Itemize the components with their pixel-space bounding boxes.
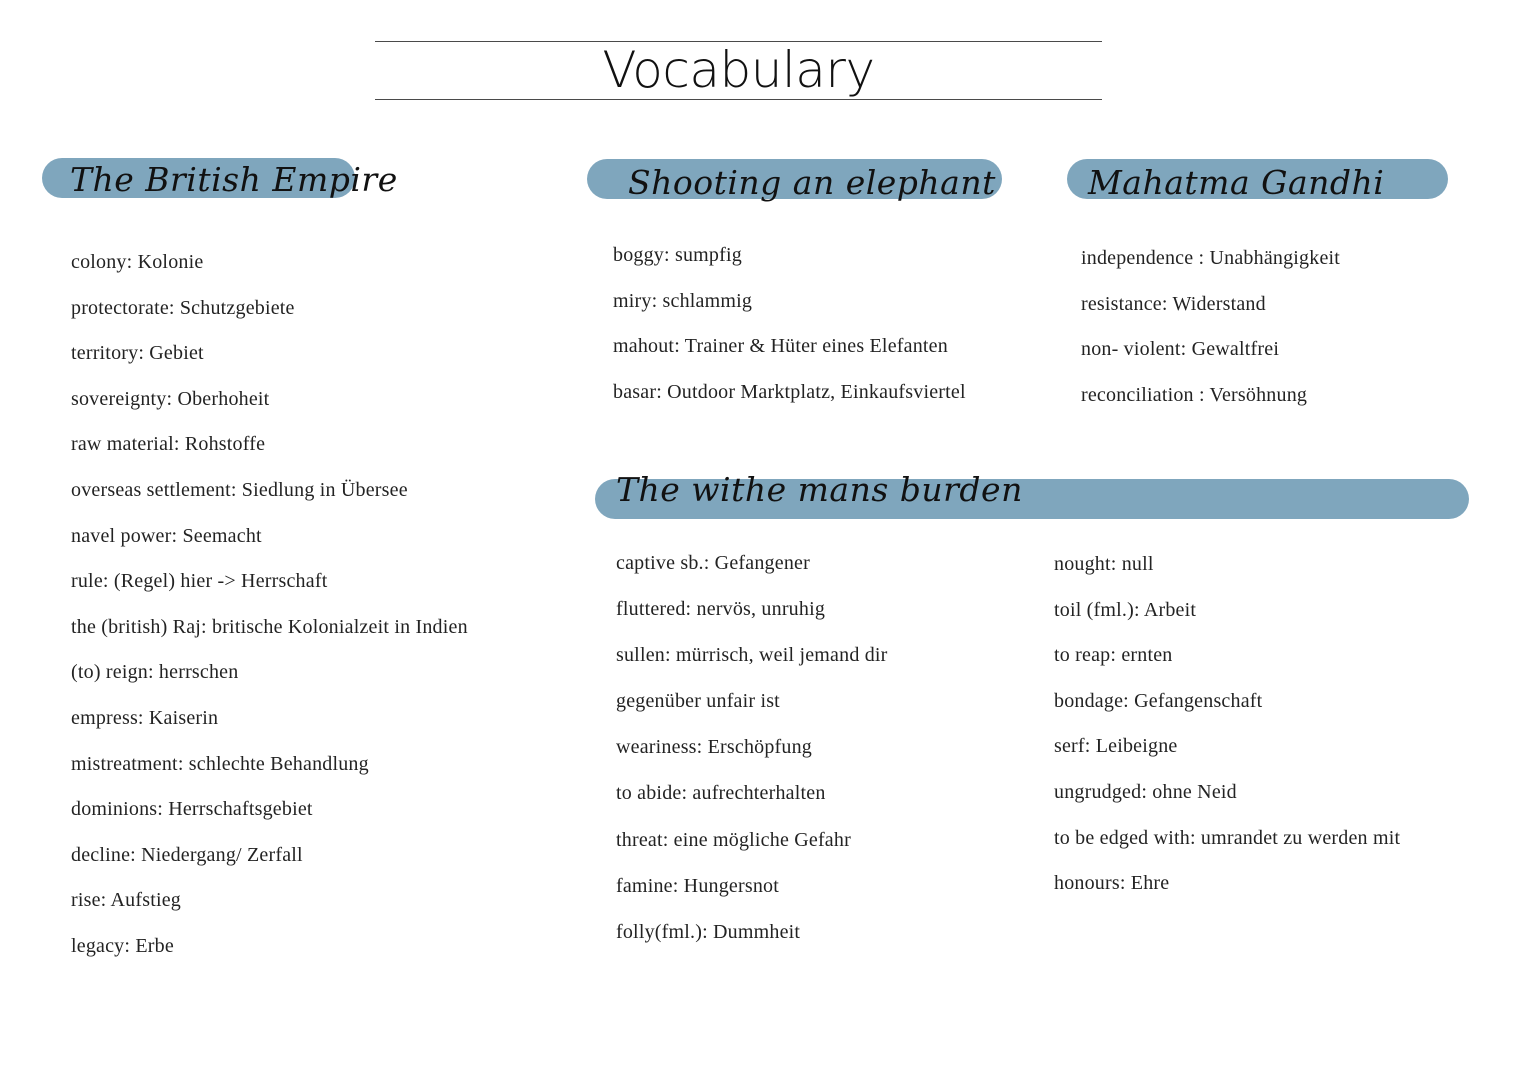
list-item: decline: Niedergang/ Zerfall [71,843,303,866]
list-item: miry: schlammig [613,289,753,312]
shooting-elephant-list [613,233,966,415]
list-item: serf: Leibeigne [1054,735,1178,758]
list-item: fluttered: nervös, unruhig [616,598,826,621]
list-item: rule: (Regel) hier -> Herrschaft [71,570,328,593]
list-item: the (british) Raj: britische Kolonialzeit in Indien [71,615,468,638]
list-item: toil (fml.): Arbeit [1054,598,1197,621]
list-item: resistance: Widerstand [1081,292,1266,315]
list-item: territory: Gebiet [71,342,204,365]
list-item: threat: eine mögliche Gefahr [616,828,851,851]
list-item: honours: Ehre [1054,872,1170,895]
page-title: Vocabulary [602,41,875,99]
list-item: weariness: Erschöpfung [616,736,813,759]
list-item: rise: Aufstieg [71,889,182,912]
list-item: to reap: ernten [1054,644,1173,667]
list-item: nought: null [1054,553,1154,575]
list-item: empress: Kaiserin [71,706,219,729]
list-item: non- violent: Gewaltfrei [1081,338,1280,361]
list-item: mistreatment: schlechte Behandlung [71,752,369,775]
list-item: boggy: sumpfig [613,244,742,266]
list-item: to be edged with: umrandet zu werden mit [1054,826,1401,849]
list-item: basar: Outdoor Marktplatz, Einkaufsviertel [613,380,966,403]
list-item: ungrudged: ohne Neid [1054,780,1237,803]
list-item: protectorate: Schutzgebiete [71,296,295,319]
list-item: to abide: aufrechterhalten [616,782,826,805]
white-mans-burden-list-right [1054,542,1400,907]
list-item: sovereignty: Oberhoheit [71,387,270,410]
list-item: gegenüber unfair ist [616,690,780,713]
list-item: bondage: Gefangenschaft [1054,689,1263,712]
white-mans-burden-list-left [616,540,888,955]
list-item: (to) reign: herrschen [71,661,239,684]
british-empire-list [71,240,468,970]
list-item: reconciliation : Versöhnung [1081,383,1308,406]
list-item: sullen: mürrisch, weil jemand dir [616,644,888,667]
list-item: navel power: Seemacht [71,524,262,547]
list-item: independence : Unabhängigkeit [1081,247,1341,269]
list-item: overseas settlement: Siedlung in Übersee [71,478,408,501]
list-item: dominions: Herrschaftsgebiet [71,798,313,821]
list-item: mahout: Trainer & Hüter eines Elefanten [613,335,948,357]
list-item: famine: Hungersnot [616,874,780,897]
list-item: captive sb.: Gefangener [616,552,810,574]
list-item: folly(fml.): Dummheit [616,920,801,943]
gandhi-heading: Mahatma Gandhi [1088,163,1385,202]
list-item: legacy: Erbe [71,934,174,957]
british-empire-heading: The British Empire [70,160,398,199]
gandhi-list [1081,236,1340,418]
list-item: colony: Kolonie [71,251,204,273]
shooting-elephant-heading: Shooting an elephant [628,163,996,202]
title-rule-bottom [375,99,1102,100]
list-item: raw material: Rohstoffe [71,433,266,456]
white-mans-burden-heading: The withe mans burden [616,470,1023,509]
